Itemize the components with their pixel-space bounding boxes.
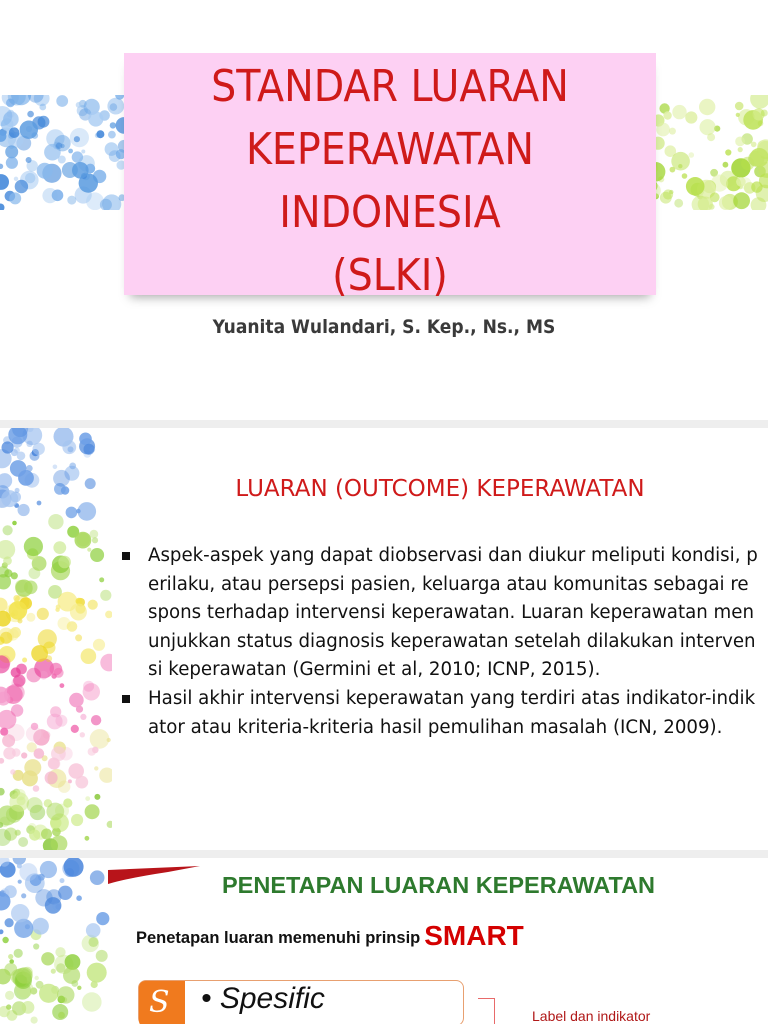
bokeh-dot (47, 714, 63, 730)
slide-divider (0, 850, 768, 858)
bokeh-dot (18, 837, 28, 847)
bokeh-dot (700, 119, 716, 135)
smart-item-label: • Spesific (201, 982, 325, 1015)
bokeh-dot (9, 192, 21, 204)
bokeh-dot (41, 952, 54, 965)
smart-label: SMART (424, 920, 524, 951)
bokeh-dot (663, 189, 673, 199)
bokeh-dot (21, 893, 26, 898)
bokeh-dot (68, 763, 84, 779)
smart-slide (0, 858, 768, 1024)
bokeh-dot (85, 836, 90, 841)
bokeh-dot (758, 121, 764, 127)
bokeh-dot (70, 604, 87, 621)
bokeh-dot (107, 821, 112, 828)
bokeh-dot (109, 150, 121, 162)
bokeh-dot (738, 147, 743, 152)
bokeh-dot (85, 804, 100, 819)
bokeh-dot (96, 130, 104, 138)
bokeh-dot (5, 991, 14, 1000)
bokeh-dot (52, 827, 61, 836)
bokeh-dot (81, 150, 85, 154)
bokeh-dot (93, 639, 105, 651)
bokeh-dot (77, 986, 81, 990)
bokeh-dot (24, 759, 41, 776)
bokeh-dot (29, 830, 40, 841)
bokeh-dot (53, 903, 60, 910)
bokeh-dot (32, 918, 49, 935)
bokeh-dot (735, 102, 744, 111)
list-item-text: Aspek-aspek yang dapat diobservasi dan diukur meliputi kondisi, perilaku, atau persepsi pasien, keluarga atau komunitas sebagai respons terhadap intervensi keperawatan. Luaran keperawatan menunjukkan status diagnosis keperawatan setelah dilakukan intervensi keperawatan (Germini et al, 2010; ICNP, 2015). (148, 545, 758, 681)
bokeh-dot (6, 157, 18, 169)
bokeh-dot (18, 470, 34, 486)
bokeh-dot (35, 976, 39, 980)
bokeh-dot (33, 943, 39, 949)
bokeh-dot (14, 789, 25, 800)
bokeh-dot (58, 781, 70, 793)
bokeh-dot (53, 470, 70, 487)
bokeh-dot (76, 895, 82, 901)
bokeh-dot (75, 634, 82, 641)
bokeh-dot (91, 981, 98, 988)
bokeh-dot (60, 878, 65, 883)
bokeh-dot (84, 444, 95, 455)
outcome-heading: LUARAN (OUTCOME) KEPERAWATAN (235, 476, 645, 502)
bokeh-dot (69, 693, 84, 708)
bokeh-dot (723, 162, 729, 168)
bokeh-dot (0, 758, 4, 764)
bokeh-dot (0, 174, 9, 190)
bokeh-dot (0, 788, 5, 796)
bokeh-dot (46, 803, 64, 821)
bokeh-dot (685, 111, 697, 123)
decorative-dots-right (650, 95, 768, 210)
bokeh-dot (669, 128, 676, 135)
bokeh-dot (3, 525, 13, 535)
bokeh-dot (56, 143, 62, 149)
title-slide (0, 0, 768, 420)
bokeh-dot (65, 868, 74, 877)
smart-subtitle (136, 920, 524, 952)
bokeh-dot (39, 984, 58, 1003)
bokeh-dot (0, 632, 12, 644)
author-name: Yuanita Wulandari, S. Kep., Ns., MS (212, 316, 556, 338)
bokeh-dot (26, 441, 32, 447)
bokeh-dot (9, 601, 28, 620)
bokeh-dot (45, 771, 58, 784)
bokeh-dot (10, 769, 15, 774)
bokeh-dot (13, 595, 19, 601)
bokeh-dot (13, 674, 25, 686)
bokeh-dot (92, 747, 99, 754)
bokeh-dot (5, 918, 14, 927)
bokeh-dot (0, 540, 15, 559)
bokeh-dot (63, 967, 80, 984)
bokeh-dot (738, 109, 754, 125)
bokeh-dot (0, 164, 3, 169)
bokeh-dot (76, 102, 82, 108)
bokeh-dot (30, 1017, 37, 1024)
bokeh-dot (15, 488, 20, 493)
bokeh-dot (94, 766, 98, 770)
bokeh-dot (16, 664, 27, 675)
bokeh-dot (58, 1012, 65, 1019)
bokeh-dot (85, 478, 96, 489)
bokeh-dot (39, 104, 46, 111)
bokeh-dot (56, 95, 68, 107)
bokeh-dot (70, 128, 89, 147)
bokeh-dot (57, 986, 74, 1003)
bokeh-dot (50, 663, 63, 676)
smart-item-specific (138, 980, 464, 1024)
bokeh-dot (15, 580, 28, 593)
bokeh-dot (736, 177, 746, 187)
bokeh-dot (37, 501, 42, 506)
outcome-slide (0, 428, 768, 850)
bokeh-dot (51, 746, 66, 761)
bokeh-dot (37, 608, 49, 620)
bokeh-dot (12, 521, 17, 526)
bokeh-dot (15, 830, 21, 836)
bokeh-dot (83, 683, 100, 700)
title-line: KEPERAWATAN (245, 124, 535, 175)
bokeh-dot (62, 440, 76, 454)
subtitle-text: Penetapan luaran memenuhi prinsip (136, 929, 421, 947)
bokeh-dot (735, 137, 745, 147)
bokeh-dot (90, 870, 105, 885)
bokeh-dot (67, 196, 76, 205)
bokeh-dot (48, 514, 63, 529)
bokeh-dot (671, 152, 690, 171)
bullet-square-icon (122, 695, 130, 703)
bokeh-dot (0, 473, 12, 488)
bokeh-dot (686, 177, 705, 196)
bokeh-dot (46, 889, 61, 904)
bokeh-dot (672, 105, 686, 119)
bokeh-dot (105, 611, 112, 619)
bokeh-dot (725, 149, 731, 155)
bokeh-dot (14, 177, 18, 181)
bokeh-dot (56, 605, 61, 610)
bokeh-dot (674, 199, 683, 208)
bokeh-dot (51, 835, 68, 850)
bokeh-dot (26, 157, 32, 163)
bokeh-dot (37, 163, 53, 179)
bokeh-dot (27, 668, 42, 683)
bokeh-dot (18, 880, 22, 884)
bokeh-dot (19, 863, 37, 881)
bokeh-dot (55, 947, 65, 957)
list-item (118, 685, 758, 742)
red-swoosh-decoration (108, 864, 208, 884)
bokeh-dot (94, 794, 100, 800)
bokeh-dot (3, 747, 15, 759)
bokeh-dot (108, 131, 116, 139)
bokeh-dot (761, 110, 768, 117)
bokeh-dot (107, 98, 124, 115)
slide-divider (0, 420, 768, 428)
bokeh-dot (20, 121, 38, 139)
list-item-text: Hasil akhir intervensi keperawatan yang terdiri atas indikator-indikator atau kriteria-kriteria hasil pemulihan masalah (ICN, 2009). (148, 687, 756, 738)
bokeh-dot (85, 796, 90, 801)
bokeh-dot (8, 954, 13, 959)
bokeh-dot (16, 967, 33, 984)
title-box (124, 53, 656, 301)
bokeh-dot (69, 463, 76, 470)
bokeh-dot (689, 152, 695, 158)
bokeh-dot (51, 969, 56, 974)
bokeh-dot (82, 992, 102, 1012)
bokeh-dot (733, 192, 750, 209)
bokeh-dot (71, 725, 79, 733)
bokeh-dot (90, 548, 104, 562)
bokeh-dot (53, 541, 66, 554)
bokeh-dot (750, 95, 768, 109)
bokeh-dot (96, 950, 108, 962)
bokeh-dot (21, 752, 27, 758)
bokeh-dot (26, 613, 35, 622)
bokeh-dot (699, 99, 715, 115)
bokeh-dot (75, 532, 92, 549)
title-line: (SLKI) (332, 250, 448, 301)
bokeh-dot (4, 963, 17, 976)
bokeh-dot (41, 829, 52, 840)
bokeh-dot (99, 577, 104, 582)
bokeh-dot (78, 502, 97, 521)
bokeh-dot (58, 617, 71, 630)
bokeh-dot (88, 600, 98, 610)
bokeh-dot (9, 127, 20, 138)
bokeh-dot (66, 507, 78, 519)
bokeh-dot (81, 648, 97, 664)
bokeh-dot (86, 923, 101, 938)
bokeh-dot (99, 768, 112, 783)
bokeh-dot (31, 723, 38, 730)
bokeh-dot (80, 714, 86, 720)
bokeh-dot (71, 814, 83, 826)
bokeh-dot (53, 465, 58, 470)
bokeh-dot (76, 598, 83, 605)
bokeh-dot (6, 1004, 11, 1009)
bokeh-dot (38, 629, 57, 648)
side-note: Label dan indikator (532, 1008, 651, 1024)
bokeh-dot (14, 447, 20, 453)
bokeh-dot (14, 949, 23, 958)
bokeh-dot (22, 658, 27, 663)
bokeh-dot (707, 133, 715, 141)
bokeh-dot (18, 504, 30, 516)
bokeh-dot (719, 196, 733, 210)
bokeh-dot (87, 548, 91, 552)
bokeh-dot (58, 556, 71, 569)
bokeh-dot (750, 148, 768, 167)
bokeh-dot (89, 937, 99, 947)
bokeh-dot (682, 173, 688, 179)
list-item (118, 542, 758, 685)
bokeh-dot (656, 123, 670, 137)
letter-s-icon (139, 981, 185, 1024)
bokeh-dot (2, 937, 8, 943)
bokeh-dot (33, 443, 45, 455)
bokeh-dot (11, 904, 29, 922)
bokeh-dot (87, 963, 107, 983)
bokeh-dot (42, 188, 57, 203)
bokeh-dot (0, 929, 4, 934)
bokeh-dot (11, 572, 18, 579)
bokeh-dot (24, 537, 43, 556)
bokeh-dot (22, 1001, 35, 1014)
bullet-square-icon (122, 552, 130, 560)
bokeh-dot (17, 864, 22, 869)
bokeh-dot (1, 490, 18, 507)
bokeh-dot (96, 912, 109, 925)
bokeh-dot (68, 149, 73, 154)
bokeh-dot (88, 111, 103, 126)
bokeh-dot (663, 111, 671, 119)
bokeh-dot (0, 204, 5, 211)
bokeh-dot (60, 683, 65, 688)
penetapan-heading: PENETAPAN LUARAN KEPERAWATAN (222, 872, 656, 898)
bokeh-dot (80, 732, 85, 737)
title-line: STANDAR LUARAN (211, 61, 569, 112)
bokeh-dot (2, 441, 14, 453)
letter-s: S (149, 985, 170, 1020)
bokeh-dot (100, 654, 112, 672)
bokeh-dot (15, 180, 28, 193)
bokeh-dot (91, 715, 101, 725)
bokeh-dot (110, 122, 116, 128)
bokeh-dot (27, 797, 43, 813)
bokeh-dot (38, 874, 45, 881)
bokeh-dot (25, 173, 35, 183)
bracket-connector (478, 998, 495, 1024)
bokeh-dot (90, 530, 99, 539)
bokeh-dot (711, 175, 728, 192)
bokeh-dot (27, 111, 34, 118)
bokeh-dot (54, 135, 70, 151)
bokeh-dot (5, 145, 18, 158)
bokeh-dot (33, 785, 40, 792)
bokeh-dot (90, 729, 110, 749)
bokeh-dot (72, 162, 89, 179)
slide-title (124, 55, 656, 307)
bokeh-dot (2, 734, 15, 747)
title-line: INDONESIA (279, 187, 501, 238)
definition-list (118, 542, 758, 742)
bokeh-dot (100, 590, 111, 601)
bokeh-dot (79, 433, 92, 446)
decorative-dots-column (0, 858, 112, 1024)
decorative-dots-column (0, 428, 112, 850)
bokeh-dot (34, 748, 45, 759)
decorative-dots-left (0, 95, 126, 210)
